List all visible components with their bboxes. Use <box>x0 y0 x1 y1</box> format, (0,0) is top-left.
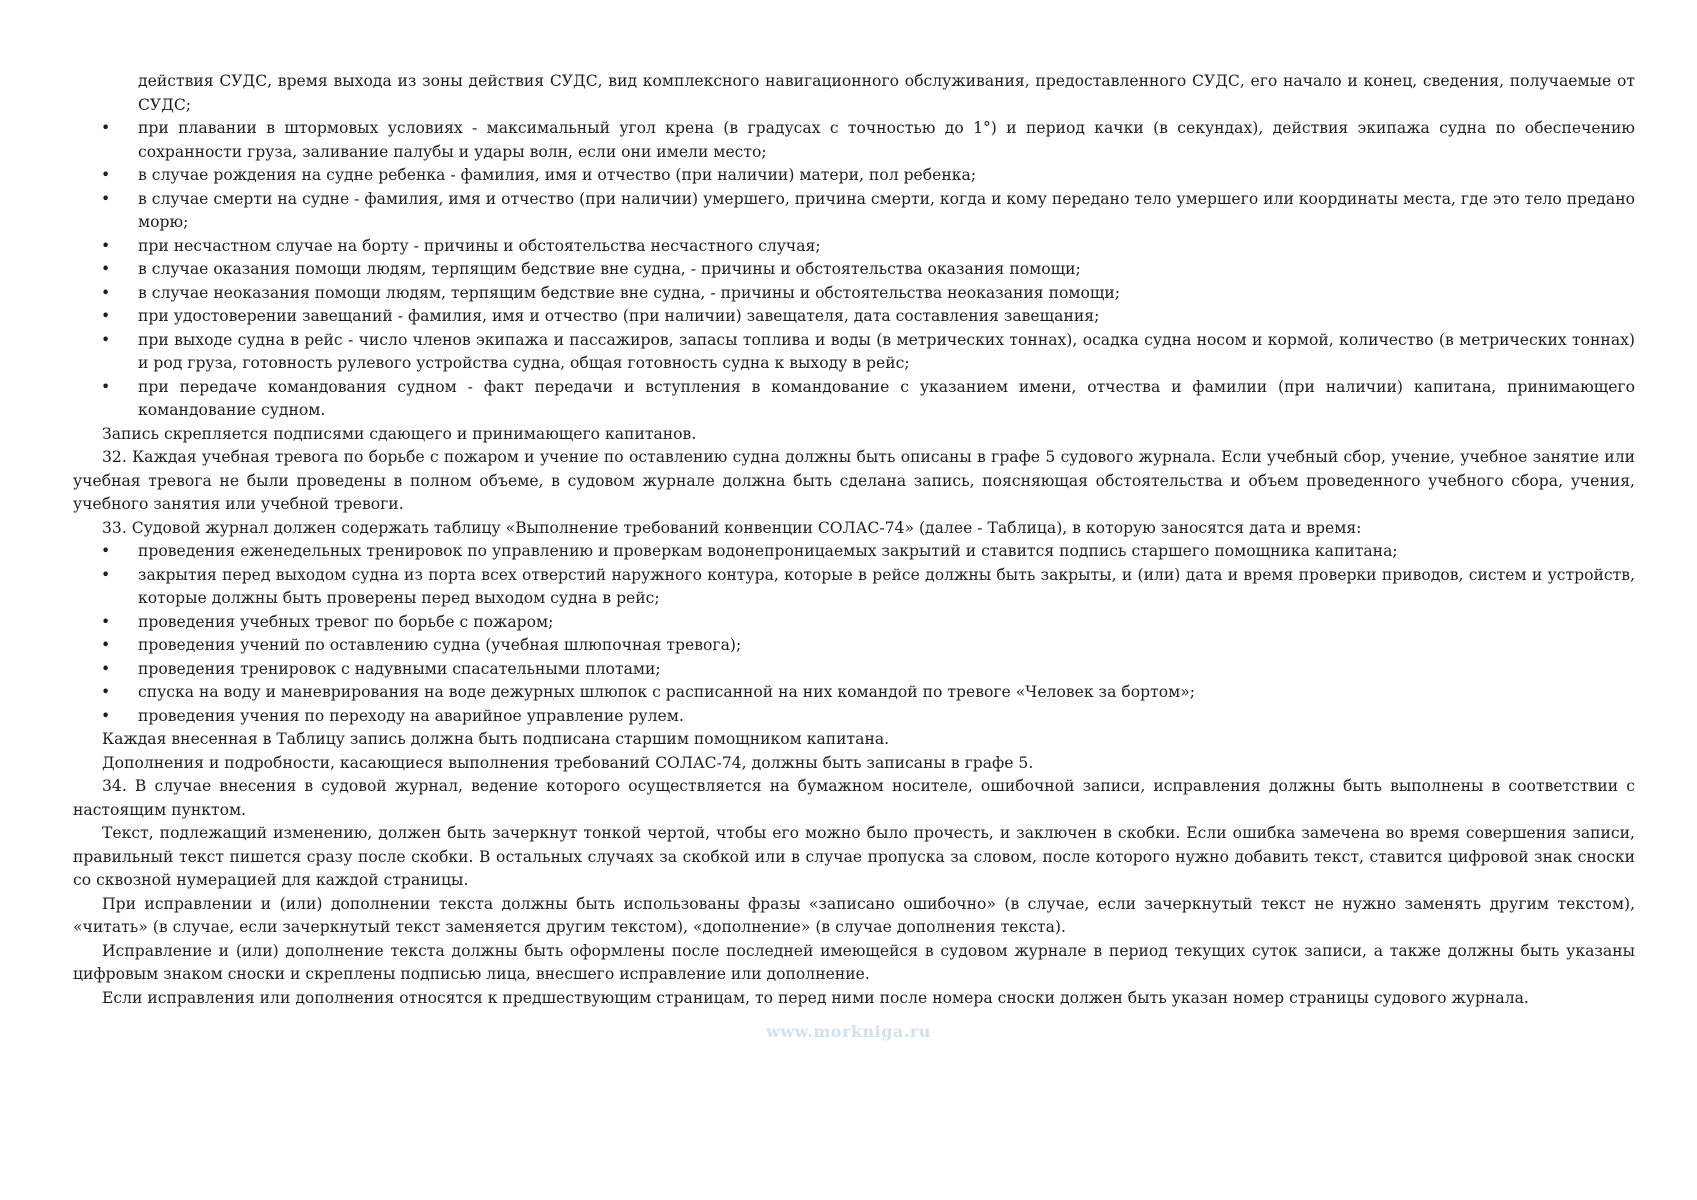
list-item <box>73 305 1635 329</box>
bullet-icon: • <box>101 307 111 325</box>
list-item-text: проведения учебных тревог по борьбе с пожаром; <box>138 612 554 631</box>
list-item <box>73 540 1635 564</box>
bullet-icon: • <box>101 236 111 255</box>
list-item <box>73 282 1635 306</box>
list-item <box>73 164 1635 188</box>
bullet-icon: • <box>101 683 111 701</box>
list-item-text: при несчастном случае на борту - причины и обстоятельства несчастного случая; <box>138 236 821 255</box>
list-item-text: в случае смерти на судне - фамилия, имя и отчество (при наличии) умершего, причина смерти, когда и кому передано тело умершего или координаты места, где это тело предано морю; <box>138 189 1635 231</box>
list-item <box>73 235 1635 259</box>
paragraph-text-change: Текст, подлежащий изменению, должен быть зачеркнут тонкой чертой, чтобы его можно было прочесть, и заключен в скобки. Если ошибка замечена во время совершения записи, правильный текст пишется сразу после скобки. В остальных случаях за скобкой или в случае пропуска за словом, после которого нужно добавить текст, ставится цифровой знак сноски со сквозной нумерацией для каждой страницы. <box>73 824 1635 889</box>
list-item-text: проведения еженедельных тренировок по управлению и проверкам водонепроницаемых закрытий и ставится подпись старшего помощника капитана; <box>138 542 1398 560</box>
paragraph-previous-pages: Если исправления или дополнения относятся к предшествующим страницам, то перед ними после номера сноски должен быть указан номер страницы судового журнала. <box>102 988 1529 1007</box>
entry-list-a <box>73 117 1635 423</box>
bullet-icon: • <box>101 260 111 278</box>
list-item-text: проведения тренировок с надувными спасательными плотами; <box>138 659 661 678</box>
list-item <box>73 634 1635 658</box>
list-item <box>73 188 1635 235</box>
bullet-icon: • <box>101 330 111 349</box>
list-item-text: при передаче командования судном - факт передачи и вступления в командование с указанием имени, отчества и фамилии (при наличии) капитана, принимающего командование судном. <box>138 377 1635 419</box>
document-page <box>73 70 1635 1010</box>
paragraph-signature: Запись скрепляется подписями сдающего и принимающего капитанов. <box>102 424 697 443</box>
bullet-icon: • <box>101 166 111 184</box>
bullet-icon: • <box>101 119 111 137</box>
list-item-text: проведения учения по переходу на аварийное управление рулем. <box>138 706 684 725</box>
paragraph-placement: Исправление и (или) дополнение текста должны быть оформлены после последней имеющейся в судовом журнале в период текущих суток записи, а также должны быть указаны цифровым знаком сноски и скреплены подписью лица, внесшего исправление или дополнение. <box>73 941 1635 983</box>
paragraph-table-sign: Каждая внесенная в Таблицу запись должна быть подписана старшим помощником капитана. <box>102 730 890 748</box>
list-item-text: при плавании в штормовых условиях - максимальный угол крена (в градусах с точностью до 1°) и период качки (в секундах), действия экипажа судна по обеспечению сохранности груза, заливание палубы и удары волн, если они имели место; <box>138 119 1635 161</box>
bullet-icon: • <box>101 636 111 654</box>
bullet-icon: • <box>101 377 111 396</box>
list-item <box>73 329 1635 376</box>
paragraph-32: 32. Каждая учебная тревога по борьбе с пожаром и учение по оставлению судна должны быть описаны в графе 5 судового журнала. Если учебный сбор, учение, учебное занятие или учебная тревога не были проведены в полном объеме, в судовом журнале должна быть сделана запись, поясняющая обстоятельства и объем проведенного учебного сбора, учения, учебного занятия или учебной тревоги. <box>73 448 1635 513</box>
bullet-icon: • <box>101 706 111 725</box>
paragraph-33: 33. Судовой журнал должен содержать таблицу «Выполнение требований конвенции СОЛАС-74» (далее - Таблица), в которую заносятся дата и время: <box>102 518 1362 537</box>
list-item <box>73 258 1635 282</box>
list-item <box>73 681 1635 705</box>
entry-list-b <box>73 540 1635 728</box>
bullet-icon: • <box>101 659 111 678</box>
list-item <box>73 611 1635 635</box>
list-item <box>73 705 1635 729</box>
watermark: www.morkniga.ru <box>766 1022 931 1041</box>
list-item <box>73 376 1635 423</box>
paragraph-additions: Дополнения и подробности, касающиеся выполнения требований СОЛАС-74, должны быть записаны в графе 5. <box>102 753 1034 772</box>
list-item-text: в случае неоказания помощи людям, терпящим бедствие вне судна, - причины и обстоятельства неоказания помощи; <box>138 283 1121 302</box>
list-item <box>73 658 1635 682</box>
list-item-text: закрытия перед выходом судна из порта всех отверстий наружного контура, которые в рейсе должны быть закрыты, и (или) дата и время проверки приводов, систем и устройств, которые должны быть проверены перед выходом судна в рейс; <box>138 565 1635 607</box>
list-item-text: при выходе судна в рейс - число членов экипажа и пассажиров, запасы топлива и воды (в метрических тоннах), осадка судна носом и кормой, количество (в метрических тоннах) и род груза, готовность рулевого устройства судна, общая готовность судна к выходу в рейс; <box>138 330 1635 372</box>
bullet-icon: • <box>101 565 111 584</box>
bullet-icon: • <box>101 189 111 208</box>
list-item <box>73 117 1635 164</box>
paragraph-34: 34. В случае внесения в судовой журнал, ведение которого осуществляется на бумажном носителе, ошибочной записи, исправления должны быть выполнены в соответствии с настоящим пунктом. <box>73 777 1635 819</box>
list-item-text: в случае оказания помощи людям, терпящим бедствие вне судна, - причины и обстоятельства оказания помощи; <box>138 260 1081 278</box>
list-item-text: при удостоверении завещаний - фамилия, имя и отчество (при наличии) завещателя, дата составления завещания; <box>138 307 1100 325</box>
bullet-icon: • <box>101 542 111 560</box>
list-item-text: проведения учений по оставлению судна (учебная шлюпочная тревога); <box>138 636 742 654</box>
continuation-text: действия СУДС, время выхода из зоны действия СУДС, вид комплексного навигационного обслуживания, предоставленного СУДС, его начало и конец, сведения, получаемые от СУДС; <box>138 72 1635 114</box>
paragraph-phrases: При исправлении и (или) дополнении текста должны быть использованы фразы «записано ошибочно» (в случае, если зачеркнутый текст не нужно заменять другим текстом), «читать» (в случае, если зачеркнутый текст заменяется другим текстом), «дополнение» (в случае дополнения текста). <box>73 894 1635 936</box>
list-item-text: в случае рождения на судне ребенка - фамилия, имя и отчество (при наличии) матери, пол ребенка; <box>138 166 977 184</box>
list-item <box>73 564 1635 611</box>
bullet-icon: • <box>101 283 111 302</box>
bullet-icon: • <box>101 612 111 631</box>
list-item-text: спуска на воду и маневрирования на воде дежурных шлюпок с расписанной на них командой по тревоге «Человек за бортом»; <box>138 683 1196 701</box>
